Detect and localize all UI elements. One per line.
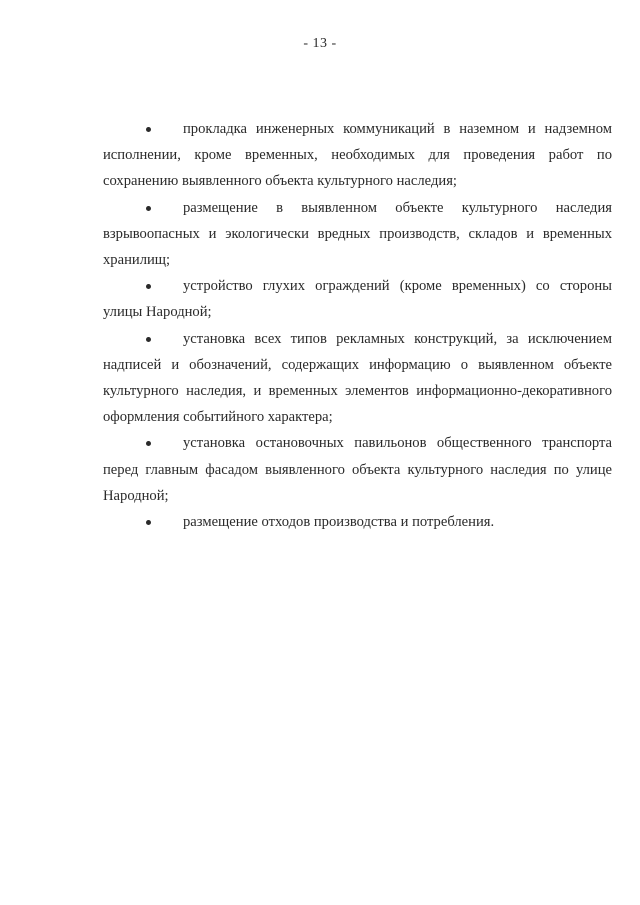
bullet-icon [146,441,151,446]
page-number: - 13 - [303,36,337,51]
bullet-icon [146,520,151,525]
bullet-icon [146,206,151,211]
list-item-text: установка остановочных павильонов общественного транспорта перед главным фасадом выявленного объекта культурного наследия по улице Народной; [103,435,612,504]
list-item [103,509,612,535]
bullet-icon [146,337,151,342]
list-item-text: прокладка инженерных коммуникаций в наземном и надземном исполнении, кроме временных, необходимых для проведения работ по сохранению выявленного объекта культурного наследия; [103,121,612,190]
list-item-text: установка всех типов рекламных конструкций, за исключением надписей и обозначений, содержащих информацию о выявленном объекте культурного наследия, и временных элементов информационно-декоративного оформления событийного характера; [103,330,612,426]
bullet-icon [146,127,151,132]
list-item-text: устройство глухих ограждений (кроме временных) со стороны улицы Народной; [103,278,612,321]
list-item [103,195,612,274]
list-item [103,326,612,431]
prohibition-list [103,116,612,535]
list-item [103,273,612,325]
list-item [103,116,612,195]
list-item-text: размещение в выявленном объекте культурного наследия взрывоопасных и экологически вредных производств, складов и временных хранилищ; [103,199,612,269]
list-item-text: размещение отходов производства и потребления. [183,514,495,531]
list-item [103,430,612,509]
bullet-icon [146,284,151,289]
